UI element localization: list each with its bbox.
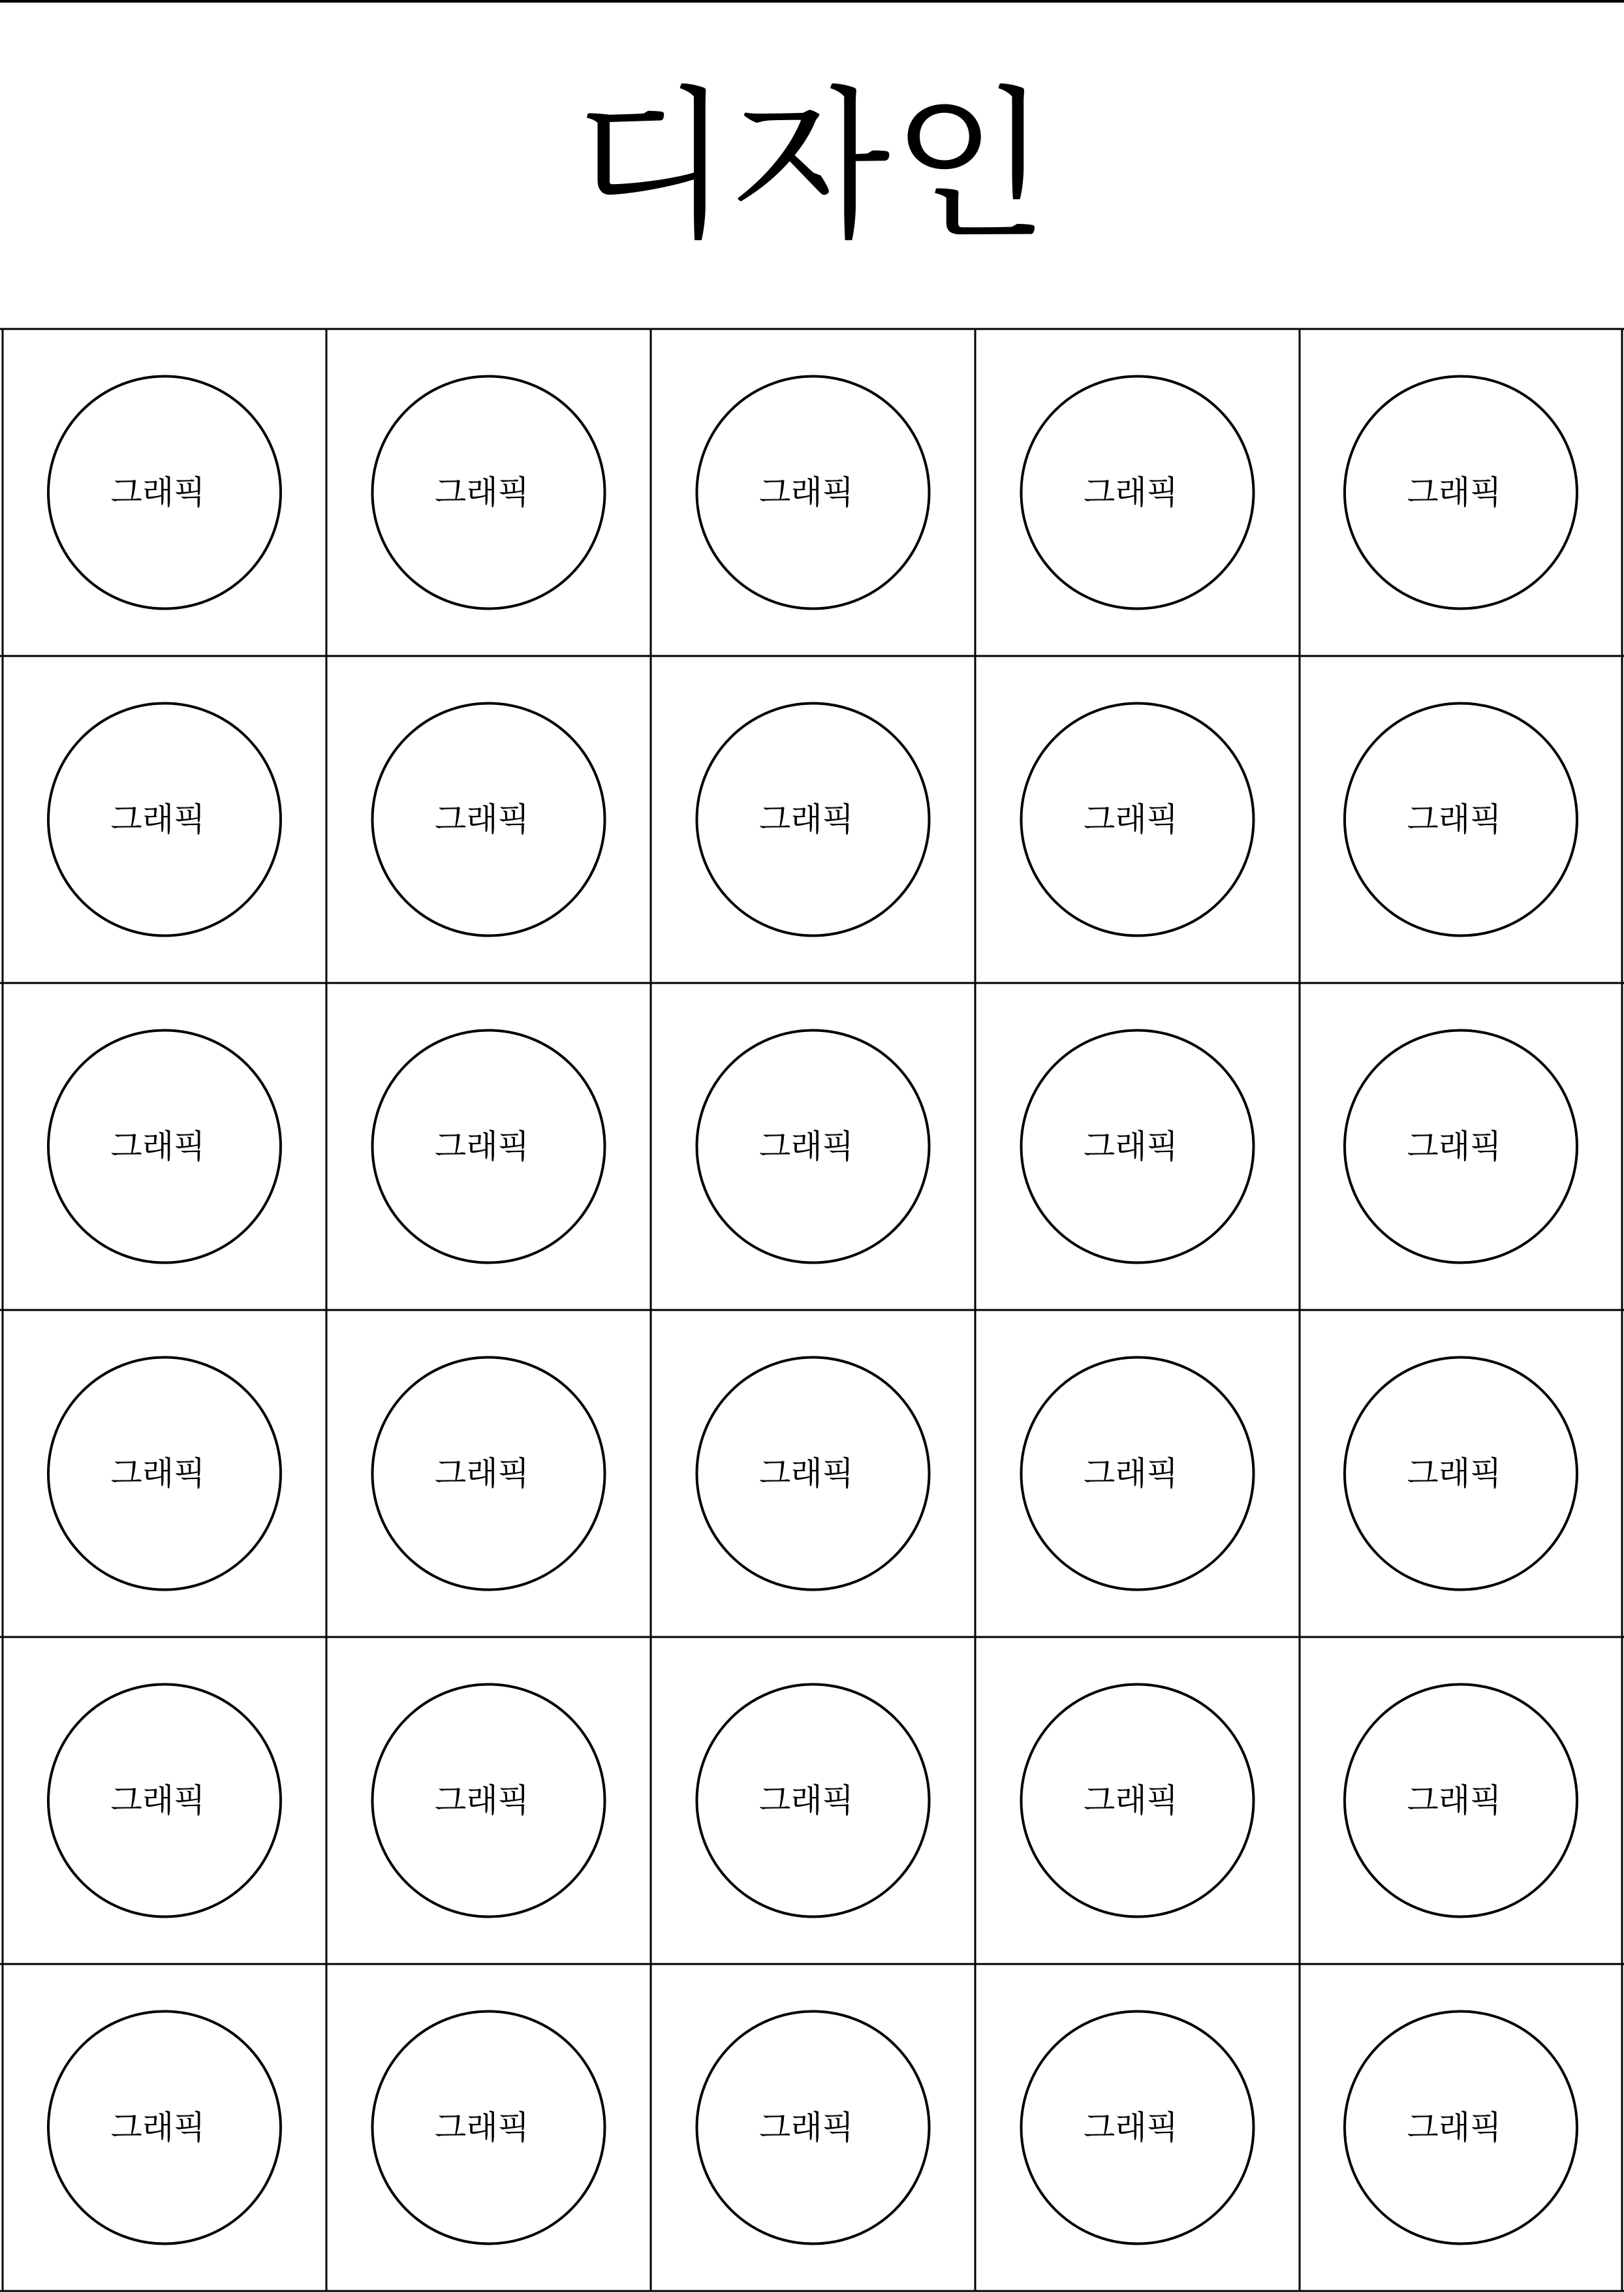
grid-cell <box>373 2012 605 2244</box>
graphic-label: 그래픽 <box>435 1454 529 1493</box>
grid-cell <box>373 1031 605 1263</box>
grid-cell <box>1345 1685 1577 1917</box>
grid-cell <box>697 1358 929 1590</box>
graphic-label: 그래픽 <box>759 2108 854 2147</box>
grid-cell <box>1022 1358 1254 1590</box>
grid-cell <box>1345 1358 1577 1590</box>
graphic-label: 그래픽 <box>1407 1781 1502 1820</box>
graphic-label: 그래픽 <box>110 1454 206 1493</box>
grid-cell <box>1345 2012 1577 2244</box>
graphic-label: 그래픽 <box>110 2108 206 2147</box>
graphic-label: 그래픽 <box>435 1127 529 1166</box>
graphic-label: 그래픽 <box>435 1781 529 1820</box>
page-title: 디자인 <box>573 71 1051 261</box>
grid-cell <box>697 1685 929 1917</box>
graphic-label: 그래픽 <box>759 1127 854 1166</box>
grid-cell <box>1345 377 1577 609</box>
graphic-label: 그래픽 <box>1407 1454 1502 1493</box>
grid-cell <box>1022 2012 1254 2244</box>
grid-cell <box>373 1358 605 1590</box>
grid-cell <box>373 377 605 609</box>
graphic-label: 그래픽 <box>1084 473 1178 512</box>
grid-cell <box>1022 377 1254 609</box>
graphic-label: 그래픽 <box>759 1781 854 1820</box>
grid-cell <box>1022 704 1254 936</box>
graphic-label: 그래픽 <box>1084 1127 1178 1166</box>
grid-cell <box>697 704 929 936</box>
graphic-label: 그래픽 <box>1084 800 1178 839</box>
graphic-label: 그래픽 <box>1084 1454 1178 1493</box>
graphic-label: 그래픽 <box>435 800 529 839</box>
grid-cell <box>1345 1031 1577 1263</box>
graphic-label: 그래픽 <box>110 800 206 839</box>
grid-cell <box>373 704 605 936</box>
graphic-label: 그래픽 <box>1084 1781 1178 1820</box>
grid-cell <box>48 1358 281 1590</box>
graphic-label: 그래픽 <box>1407 473 1502 512</box>
graphic-label: 그래픽 <box>435 473 529 512</box>
graphic-label: 그래픽 <box>759 800 854 839</box>
grid-cell <box>48 1031 281 1263</box>
grid-cell <box>48 704 281 936</box>
graphic-label: 그래픽 <box>1407 2108 1502 2147</box>
graphic-label: 그래픽 <box>759 473 854 512</box>
grid-cell <box>697 1031 929 1263</box>
grid-cell <box>373 1685 605 1917</box>
graphic-label: 그래픽 <box>110 1127 206 1166</box>
graphic-label: 그래픽 <box>1407 1127 1502 1166</box>
grid-cell <box>1022 1685 1254 1917</box>
graphic-label: 그래픽 <box>759 1454 854 1493</box>
grid-cell <box>1022 1031 1254 1263</box>
graphic-label: 그래픽 <box>110 1781 206 1820</box>
grid-cell <box>48 1685 281 1917</box>
grid-cell <box>697 2012 929 2244</box>
graphic-label: 그래픽 <box>1084 2108 1178 2147</box>
graphic-label: 그래픽 <box>1407 800 1502 839</box>
graphic-label: 그래픽 <box>110 473 206 512</box>
grid-cell <box>48 2012 281 2244</box>
grid-cell <box>48 377 281 609</box>
grid-cell <box>697 377 929 609</box>
grid-cell <box>1345 704 1577 936</box>
graphic-label: 그래픽 <box>435 2108 529 2147</box>
